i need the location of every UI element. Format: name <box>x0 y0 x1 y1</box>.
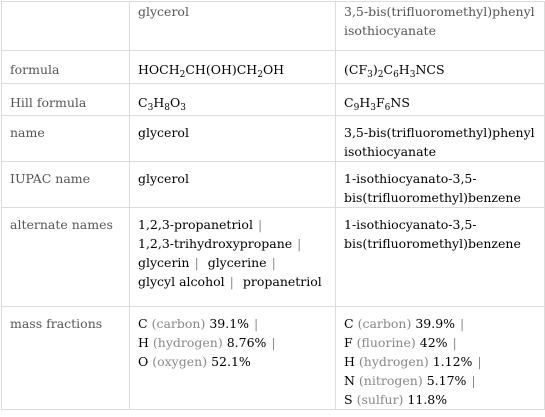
separator: | <box>271 255 276 270</box>
formula-isothiocyanate <box>336 51 545 84</box>
formula-glycerol <box>130 51 336 84</box>
row-label-name: name <box>2 116 130 162</box>
separator: | <box>254 316 259 331</box>
mass-fraction <box>344 392 447 407</box>
alternate-name: 1,2,3-propanetriol <box>138 217 253 232</box>
element-symbol: S <box>344 392 353 407</box>
separator: | <box>229 274 234 289</box>
formula-subscript: 8 <box>164 103 170 113</box>
separator: | <box>460 316 465 331</box>
formula-text: OH <box>262 62 285 77</box>
formula-text: H <box>359 95 371 110</box>
separator: | <box>271 335 276 350</box>
element-name: (carbon) <box>357 316 412 331</box>
table-row-iupac-name <box>2 162 545 208</box>
formula-subscript: 9 <box>353 103 360 113</box>
hill-formula-glycerol <box>130 84 336 116</box>
table-row-hill-formula <box>2 84 545 116</box>
element-name: (hydrogen) <box>152 335 223 350</box>
formula-text: O <box>169 95 181 110</box>
formula-text: F <box>375 95 385 110</box>
separator: | <box>452 335 457 350</box>
fraction-value: 1.12% <box>432 354 473 369</box>
header-row <box>2 2 545 51</box>
column-header-glycerol: glycerol <box>130 2 336 51</box>
table-row-formula <box>2 51 545 84</box>
mass-fraction <box>138 316 249 331</box>
iupac-name-isothiocyanate: 1-isothiocyanato-3,5-bis(trifluoromethyl)benzene <box>336 162 545 208</box>
separator: | <box>297 236 302 251</box>
separator: | <box>477 354 482 369</box>
formula-text: NS <box>390 95 410 110</box>
element-name: (nitrogen) <box>358 373 423 388</box>
alternate-names-glycerol <box>130 208 336 307</box>
formula-subscript: 6 <box>393 70 399 80</box>
name-glycerol: glycerol <box>130 116 336 162</box>
corner-cell <box>2 2 130 51</box>
element-symbol: H <box>344 354 355 369</box>
hill-formula-isothiocyanate <box>336 84 545 116</box>
formula-subscript: 3 <box>367 70 373 80</box>
row-label-iupac-name: IUPAC name <box>2 162 130 208</box>
alternate-name: glycerin <box>138 255 190 270</box>
table-row-name <box>2 116 545 162</box>
table-row-mass-fractions <box>2 307 545 410</box>
formula-text: H <box>153 95 165 110</box>
comparison-table <box>1 1 545 410</box>
element-name: (carbon) <box>151 316 206 331</box>
formula-subscript: 2 <box>257 70 263 80</box>
alternate-names-isothiocyanate <box>336 208 545 307</box>
formula-text: CH(OH)CH <box>185 62 258 77</box>
fraction-value: 11.8% <box>407 392 448 407</box>
row-label-hill-formula: Hill formula <box>2 84 130 116</box>
separator: | <box>194 255 199 270</box>
row-label-mass-fractions: mass fractions <box>2 307 130 410</box>
alternate-name: glycerine <box>207 255 267 270</box>
alternate-name: 1,2,3-trihydroxypropane <box>138 236 293 251</box>
row-label-alternate-names: alternate names <box>2 208 130 307</box>
formula-subscript: 3 <box>180 103 186 113</box>
element-symbol: C <box>138 316 148 331</box>
mass-fraction <box>138 354 251 369</box>
formula-subscript: 2 <box>377 70 384 80</box>
formula-subscript: 3 <box>409 70 416 80</box>
formula-text: HOCH <box>138 62 180 77</box>
element-symbol: O <box>138 354 149 369</box>
formula-subscript: 2 <box>179 70 186 80</box>
mass-fraction <box>344 354 472 369</box>
formula-text: C <box>383 62 394 77</box>
formula-subscript: 6 <box>384 103 391 113</box>
element-symbol: F <box>344 335 353 350</box>
mass-fraction <box>344 373 466 388</box>
formula-text: ) <box>372 62 378 77</box>
table-row-alternate-names <box>2 208 545 307</box>
name-isothiocyanate: 3,5-bis(trifluoromethyl)phenyl isothiocyanate <box>336 116 545 162</box>
element-name: (hydrogen) <box>358 354 429 369</box>
fraction-value: 5.17% <box>426 373 467 388</box>
element-symbol: H <box>138 335 149 350</box>
formula-text: C <box>138 95 148 110</box>
element-symbol: N <box>344 373 355 388</box>
formula-text: (CF <box>344 62 368 77</box>
mass-fraction <box>344 316 455 331</box>
row-label-formula: formula <box>2 51 130 84</box>
formula-subscript: 3 <box>370 103 376 113</box>
mass-fractions-glycerol <box>130 307 336 410</box>
element-name: (oxygen) <box>152 354 208 369</box>
alternate-name: 1-isothiocyanato-3,5-bis(trifluoromethyl)benzene <box>344 217 521 251</box>
fraction-value: 39.1% <box>209 316 250 331</box>
mass-fraction <box>344 335 448 350</box>
alternate-name: propanetriol <box>242 274 322 289</box>
formula-subscript: 3 <box>147 103 154 113</box>
separator: | <box>471 373 476 388</box>
separator: | <box>257 217 263 232</box>
formula-text: C <box>344 95 354 110</box>
mass-fractions-isothiocyanate <box>336 307 545 410</box>
mass-fraction <box>138 335 266 350</box>
formula-text: NCS <box>415 62 445 77</box>
fraction-value: 39.9% <box>415 316 456 331</box>
element-name: (fluorine) <box>356 335 416 350</box>
fraction-value: 8.76% <box>226 335 267 350</box>
fraction-value: 42% <box>419 335 448 350</box>
element-symbol: C <box>344 316 354 331</box>
iupac-name-glycerol: glycerol <box>130 162 336 208</box>
alternate-name: glycyl alcohol <box>138 274 225 289</box>
formula-text: H <box>398 62 410 77</box>
fraction-value: 52.1% <box>211 354 251 369</box>
column-header-isothiocyanate: 3,5-bis(trifluoromethyl)phenyl isothiocyanate <box>336 2 545 51</box>
element-name: (sulfur) <box>356 392 404 407</box>
